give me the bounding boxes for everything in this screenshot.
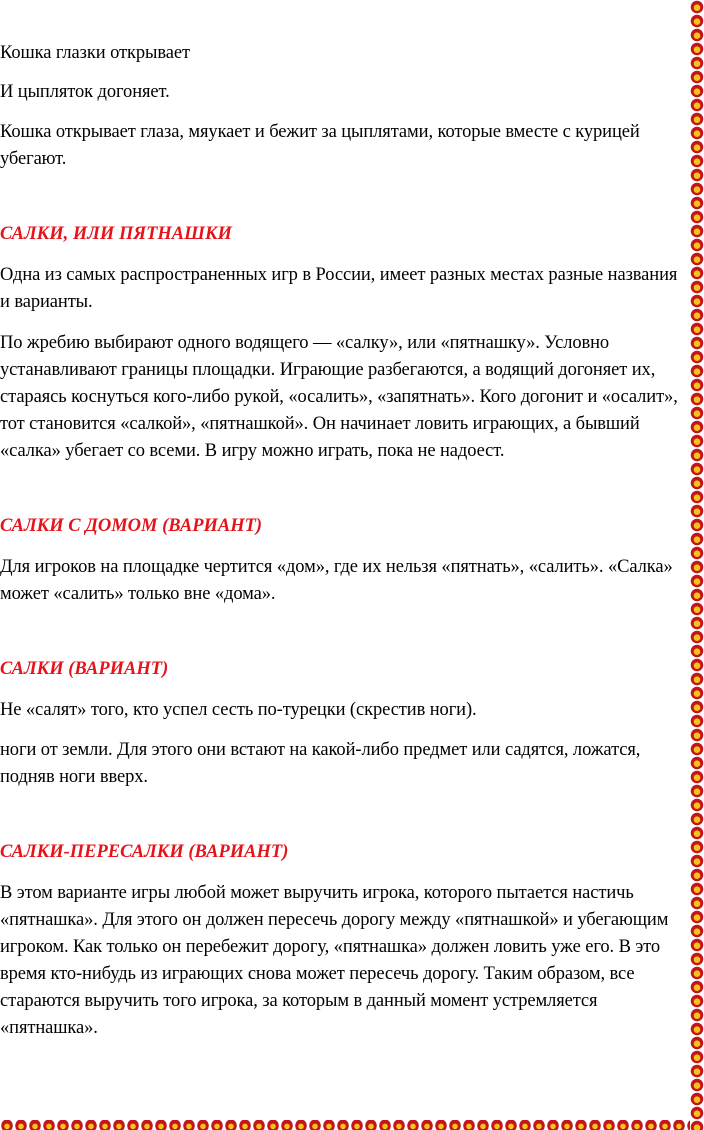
paragraph-peresalki: В этом варианте игры любой может выручить игрока, которого пытается настичь «пятнашка». Для этого он должен пересечь дорогу между «пятнашкой» и убегающим игроком. Как только он перебежит дорогу, «пятнашка» должен ловить уже его. В это время кто-нибудь из играющих снова может пересечь дорогу. Таким образом, все стараются выручить того игрока, за которым в данный момент устремляется «пятнашка». [0, 883, 669, 1038]
poem-line-2: И цыпляток догоняет. [0, 82, 170, 102]
paragraph-turkish: Не «салят» того, кто успел сесть по-турецки (скрестив ноги). [0, 700, 477, 720]
paragraph-dom: Для игроков на площадке чертится «дом», где их нельзя «пятнать», «салить». «Салка» может «салить» только вне «дома». [0, 557, 673, 604]
heading-salki-peresalki: САЛКИ-ПЕРЕСАЛКИ (ВАРИАНТ) [0, 842, 289, 862]
paragraph-rules: По жребию выбирают одного водящего — «салку», или «пятнашку». Условно устанавливают границы площадки. Играющие разбегаются, а водящий догоняет их, стараясь коснуться кого-либо рукой, «осалить», «запятнать». Кого догонит и «осалит», тот становится «салкой», «пятнашкой». Он начинает ловить играющих, а бывший «салка» убегает со всеми. В игру можно играть, пока не надоест. [0, 333, 678, 461]
paragraph-legs-up: ноги от земли. Для этого они встают на какой-либо предмет или садятся, ложатся, подняв ноги вверх. [0, 740, 641, 787]
heading-salki-variant: САЛКИ (ВАРИАНТ) [0, 659, 169, 679]
document-body [0, 40, 690, 1042]
decorative-border-bottom [0, 1120, 690, 1130]
poem-line-1: Кошка глазки открывает [0, 43, 190, 63]
paragraph-intro: Одна из самых распространенных игр в России, имеет разных местах разные названия и варианты. [0, 265, 678, 312]
heading-salki-pyatnashki: САЛКИ, ИЛИ ПЯТНАШКИ [0, 224, 232, 244]
paragraph-cat-game: Кошка открывает глаза, мяукает и бежит за цыплятами, которые вместе с курицей убегают. [0, 122, 640, 169]
decorative-border-right [690, 0, 704, 1130]
heading-salki-s-domom: САЛКИ С ДОМОМ (ВАРИАНТ) [0, 516, 263, 536]
